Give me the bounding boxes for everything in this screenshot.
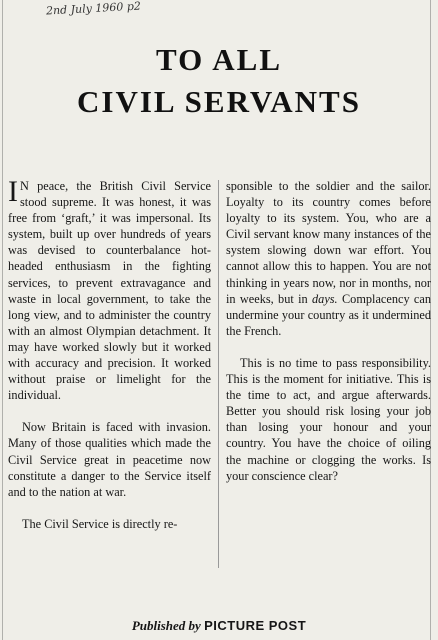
- article-column-left: [8, 175, 211, 548]
- paragraph-4-text-end: Complacency can undermine your country as it undermined the French.: [226, 291, 431, 338]
- headline-line-1: TO ALL: [155, 42, 282, 77]
- column-divider: [218, 180, 219, 568]
- handwritten-date-annotation: 2nd July 1960 p2: [45, 0, 142, 18]
- page-crease-left: [2, 0, 3, 640]
- paragraph-4: [226, 178, 431, 339]
- paragraph-4-text-start: sponsible to the soldier and the sailor. Loyalty to its country comes before loyalty to its system. You, who are a Civil servant know many instances of the system slowing down war effort. You cannot allow this to happen. You are not thinking in years now, nor in months, nor in weeks, but in: [226, 179, 431, 306]
- published-by-label: Published by: [131, 618, 201, 633]
- emphasis-days: days.: [312, 291, 338, 306]
- publisher-footer: [0, 618, 438, 634]
- paragraph-3: The Civil Service is directly re-: [22, 516, 178, 531]
- paragraph-5: This is no time to pass responsibility. This is the moment for initiative. This is the time to act, and argue afterwards. Better you should risk losing your job than losing your honour and your country. You have the choice of oiling the machine or clogging the works. Is your conscience clear?: [226, 355, 431, 483]
- headline-line-2: CIVIL SERVANTS: [77, 84, 361, 119]
- paragraph-1: [8, 175, 211, 403]
- magazine-name: PICTURE POST: [204, 618, 307, 633]
- article-column-right: [226, 178, 431, 500]
- paragraph-2: Now Britain is faced with invasion. Many of those qualities which made the Civil Service great in peacetime now constitute a danger to the Service itself and to the nation at war.: [8, 420, 211, 499]
- paragraph-1-text: N peace, the British Civil Service stood supreme. It was honest, it was free from ‘graft,’ it was impersonal. Its system, built up over hundreds of years was devised to counterbalance hot-headed enthusiasm in the fighting services, to prevent extravagance and waste in local government, to take the long view, and to administer the country with an almost Olympian detachment. It may have worked slowly but it worked with accuracy and precision. It worked without praise or limelight for the individual.: [8, 179, 211, 403]
- drop-cap: I: [8, 175, 18, 208]
